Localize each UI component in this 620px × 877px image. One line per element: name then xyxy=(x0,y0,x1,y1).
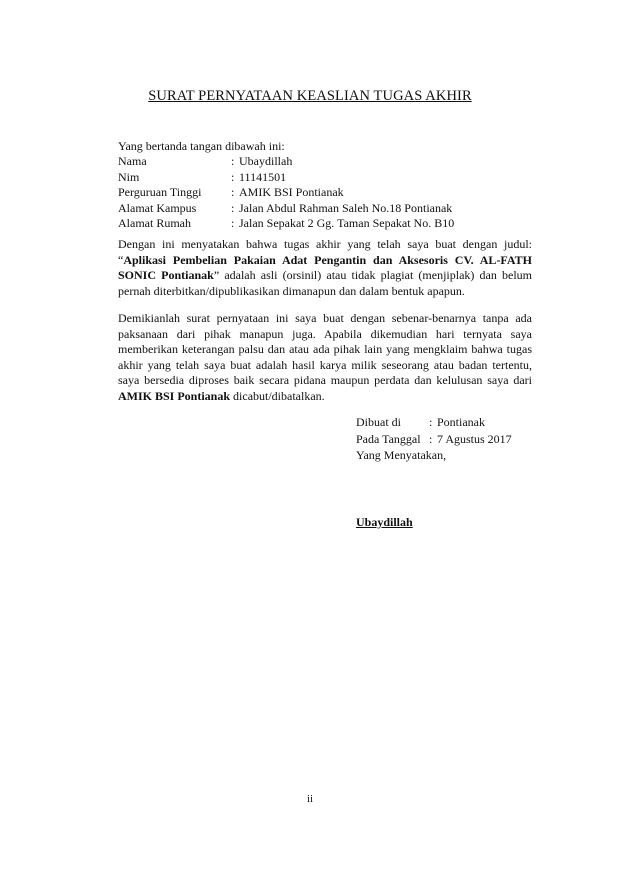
statement-rest: adalah asli (orsinil) atau tidak plagiat (menjiplak) dan belum pernah diterbitkan/dipublikasikan dimanapun dan dalam bentuk apapun. xyxy=(118,268,532,298)
identity-label: Nim xyxy=(118,169,140,184)
institution-name: AMIK BSI Pontianak xyxy=(118,388,231,403)
signature-label: Dibuat di xyxy=(356,415,401,429)
identity-row-nim xyxy=(118,170,454,186)
identity-separator: : xyxy=(231,216,235,230)
page-number: ii xyxy=(306,793,314,805)
identity-label: Alamat Kampus xyxy=(118,200,197,215)
quote-close: ” xyxy=(213,268,220,282)
signer-name: Ubaydillah xyxy=(356,515,413,529)
document-title: SURAT PERNYATAAN KEASLIAN TUGAS AKHIR xyxy=(148,88,472,104)
intro-text: Yang bertanda tangan dibawah ini: xyxy=(118,139,285,153)
signature-separator: : xyxy=(429,415,433,429)
identity-separator: : xyxy=(231,154,235,168)
identity-row-alamat-kampus xyxy=(118,201,454,217)
declarant-label: Yang Menyatakan, xyxy=(356,448,447,462)
statement-paragraph xyxy=(118,237,532,299)
signature-row-place xyxy=(356,414,512,431)
signature-separator: : xyxy=(429,431,433,446)
signature-block xyxy=(356,414,512,464)
identity-label: Nama xyxy=(118,154,147,168)
signature-row-date xyxy=(356,431,512,448)
identity-row-nama xyxy=(118,154,454,170)
quote-open: “ xyxy=(118,252,124,267)
closing-tail: dicabut/dibatalkan. xyxy=(233,388,325,403)
identity-value: AMIK BSI Pontianak xyxy=(239,185,344,199)
identity-separator: : xyxy=(231,169,235,184)
identity-value: 11141501 xyxy=(239,169,287,184)
signature-value: 7 Agustus 2017 xyxy=(437,431,512,446)
identity-label: Alamat Rumah xyxy=(118,216,191,230)
signature-label: Pada Tanggal xyxy=(356,431,421,446)
statement-lead: Dengan ini menyatakan bahwa tugas akhir yang telah saya buat dengan judul: xyxy=(118,237,532,251)
identity-value: Ubaydillah xyxy=(239,154,293,168)
identity-value: Jalan Sepakat 2 Gg. Taman Sepakat No. B10 xyxy=(239,216,455,230)
identity-separator: : xyxy=(231,200,235,215)
thesis-title: Aplikasi Pembelian Pakaian Adat Pengantin dan Aksesoris CV. AL-FATH SONIC Pontianak xyxy=(118,252,532,282)
identity-table xyxy=(118,154,454,232)
closing-lead: Demikianlah surat pernyataan ini saya buat dengan sebenar-benarnya tanpa ada paksanaan dari pihak manapun juga. Apabila dikemudian hari ternyata saya memberikan keterangan palsu dan atau ada pihak lain yang mengklaim bahwa tugas akhir yang telah saya buat adalah hasil karya milik seseorang atau badan tertentu, saya bersedia diproses baik secara pidana maupun perdata dan kelulusan saya dari xyxy=(118,311,532,387)
identity-value: Jalan Abdul Rahman Saleh No.18 Pontianak xyxy=(239,200,453,215)
identity-separator: : xyxy=(231,185,235,199)
signature-value: Pontianak xyxy=(437,415,485,429)
identity-label: Perguruan Tinggi xyxy=(118,185,202,199)
identity-row-alamat-rumah xyxy=(118,216,454,232)
identity-row-perguruan-tinggi xyxy=(118,185,454,201)
closing-paragraph xyxy=(118,311,532,404)
